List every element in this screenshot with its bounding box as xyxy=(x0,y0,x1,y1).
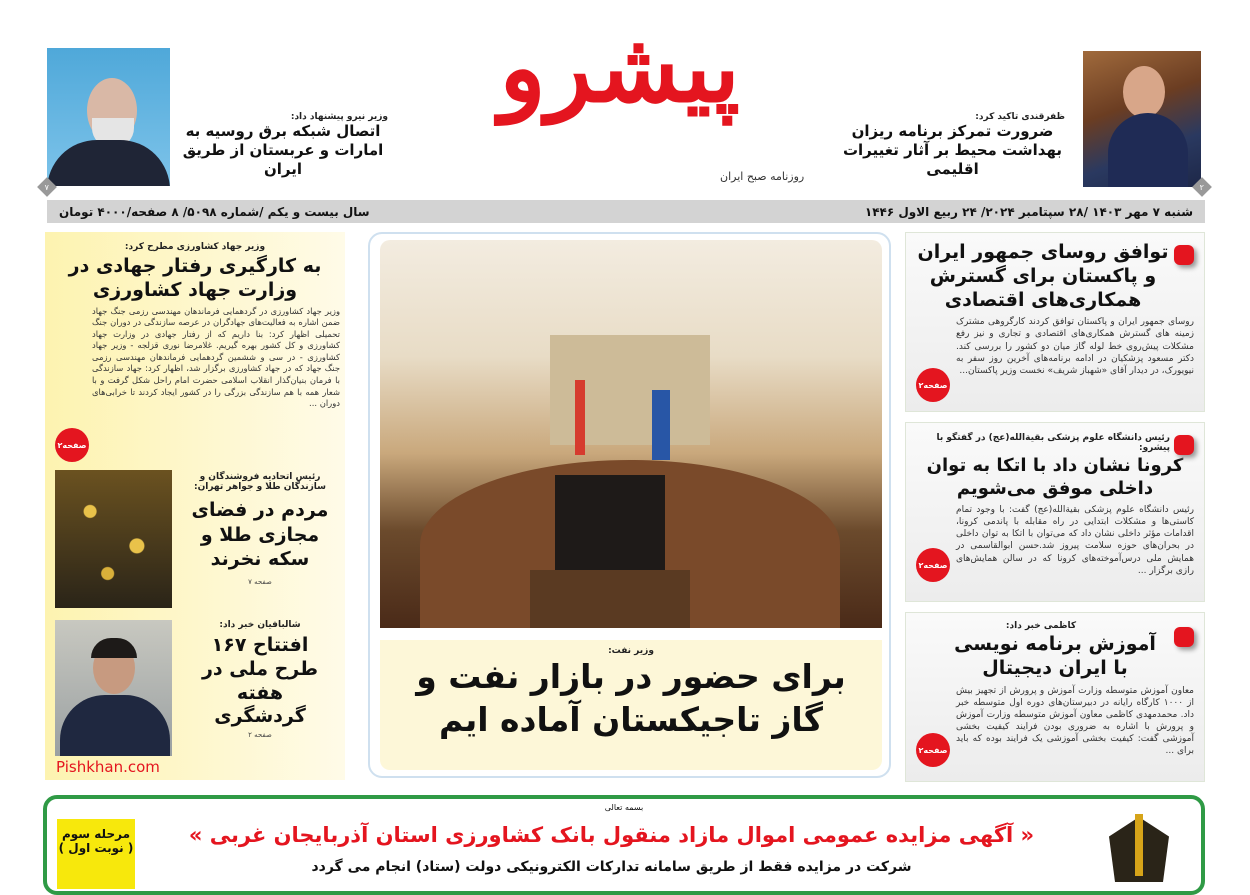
page-badge[interactable]: صفحه۲ xyxy=(916,368,950,402)
top-left-kicker: وزیر نیرو پیشنهاد داد: xyxy=(290,112,388,122)
top-right-headline: ضرورت تمرکز برنامه ریزان بهداشت محیط بر آثار تغییرات اقلیمی xyxy=(842,122,1063,178)
logo-text: پیشرو xyxy=(499,11,740,124)
ad-stage: مرحله سوم xyxy=(61,827,130,841)
official-photo xyxy=(55,620,172,756)
top-left-story[interactable] xyxy=(178,112,388,178)
logo-tagline: روزنامه صبح ایران xyxy=(720,170,805,183)
top-left-photo xyxy=(47,48,170,186)
story-kicker: رئیس دانشگاه علوم پزشکی بقیةالله(عج) در گفتگو با پیشرو: xyxy=(936,433,1170,453)
ad-title: « آگهی مزایده عمومی اموال مازاد منقول بانک کشاورزی استان آذربایجان غربی » xyxy=(188,823,1035,847)
top-right-photo xyxy=(1083,51,1201,187)
top-right-story[interactable] xyxy=(830,112,1075,178)
story-kicker: وزیر جهاد کشاورزی مطرح کرد: xyxy=(124,242,266,252)
top-left-headline: اتصال شبکه برق روسیه به امارات و عربستان از طریق ایران xyxy=(182,122,384,178)
top-right-page-marker: ۲ xyxy=(1192,177,1212,197)
right-story-3[interactable] xyxy=(905,612,1205,782)
watermark: Pishkhan.com xyxy=(56,758,160,776)
bank-logo xyxy=(1091,809,1187,889)
story-body: معاون آموزش متوسطه وزارت آموزش و پرورش از تجهیز بیش از ۱۰۰۰ کارگاه رایانه در دبیرستان‌های دوره اول متوسطه خبر داد. محمدمهدی کاظمی معاون آموزش متوسطه وزارت آموزش و پرورش با اشاره به ضروری بودن فرایند کیفیت بخشی آموزشی گفت: کیفیت بخشی آموزشی یک فرایند بوده که باید برای ... xyxy=(956,685,1194,757)
story-headline: افتتاح ۱۶۷ طرح ملی در هفته گردشگری xyxy=(201,634,319,728)
page-ref[interactable]: صفحه ۷ xyxy=(248,578,272,587)
masthead-logo xyxy=(499,10,805,190)
page-ref[interactable]: صفحه ۲ xyxy=(248,731,272,739)
story-headline: مردم در فضای مجازی طلا و سکه نخرند xyxy=(191,499,329,571)
story-headline: به کارگیری رفتار جهادی در وزارت جهاد کشاورزی xyxy=(68,255,322,301)
center-kicker: وزیر نفت: xyxy=(608,646,654,656)
story-body: وزیر جهاد کشاورزی در گردهمایی فرماندهان مهندسی رزمی جنگ جهاد ضمن اشاره به فعالیت‌های جهادگران در عرصه سازندگی در دوران جنگ تحمیلی اظهار کرد: بنا داریم که از رفتار جهادی در وزارت جهاد کشاورزی و کل کشور بهره گیریم. غلامرضا نوری قزلجه - وزیر جهاد کشاورزی - در سی و ششمین گردهمایی فرماندهان مهندسی رزمی جنگ جهاد که در جهاد کشاورزی برگزار شد، اظهار کرد: جهاد سازندگی با فرمان بنیان‌گذار انقلاب اسلامی حضرت امام راحل شکل گرفت و با شعار همه با هم سازندگی بزرگی را در کشور ایجاد کردند تا خرابی‌های دوران ... xyxy=(92,305,340,409)
top-right-kicker: ظفرقندی تاکید کرد: xyxy=(975,112,1065,122)
left-main-story[interactable] xyxy=(50,242,340,410)
right-story-2[interactable] xyxy=(905,422,1205,602)
ad-basmala: بسمه تعالی xyxy=(604,803,644,812)
tourism-story[interactable] xyxy=(180,620,340,739)
story-body: رئیس دانشگاه علوم پزشکی بقیةالله(عج) گفت: با وجود تمام کاستی‌ها و مشکلات ابتدایی در راه مقابله با پاندمی کرونا، اقدامات مؤثر داخلی نشان داد که می‌توان با اتکا به توان داخلی در بحران‌های حوزه سلامت پیروز شد.حسن ابوالقاسمی در همایش ملی درس‌آموخته‌های کرونا که در سالن همایش‌های رازی برگزار ... xyxy=(956,505,1194,576)
date-bar xyxy=(47,200,1205,223)
story-headline: کرونا نشان داد با اتکا به توان داخلی موفق می‌شویم xyxy=(926,455,1184,499)
bullet-icon xyxy=(1174,435,1194,455)
story-body: روسای جمهور ایران و پاکستان توافق کردند کارگروهی مشترک زمینه های گسترش همکاری‌های اقتصادی و تجاری و نیز رفع مشکلات پیش‌روی خط لوله گاز میان دو کشور را بررسی کند. دکتر مسعود پزشکیان در ادامه برنامه‌های آخرین روز سفر به نیویورک، در دیدار آقای «شهباز شریف» نخست وزیر پاکستان... xyxy=(956,317,1194,376)
page-badge[interactable]: صفحه۲ xyxy=(55,428,89,462)
bullet-icon xyxy=(1174,245,1194,265)
story-headline: آموزش برنامه نویسی با ایران دیجیتال xyxy=(954,633,1156,679)
story-kicker: کاظمی خبر داد: xyxy=(1005,621,1077,631)
page-badge[interactable]: صفحه۲ xyxy=(916,548,950,582)
story-headline: توافق روسای جمهور ایران و پاکستان برای گسترش همکاری‌های اقتصادی xyxy=(917,241,1169,311)
bullet-icon xyxy=(1174,627,1194,647)
gold-jewelry-photo xyxy=(55,470,172,608)
auction-ad[interactable] xyxy=(43,795,1205,895)
right-story-1[interactable] xyxy=(905,232,1205,412)
center-headline: برای حضور در بازار نفت و گاز تاجیکستان آماده ایم xyxy=(416,657,846,739)
page-badge[interactable]: صفحه۲ xyxy=(916,733,950,767)
issue-text: سال بیست و یکم /شماره ۵۰۹۸/ ۸ صفحه/۴۰۰۰ تومان xyxy=(59,204,370,219)
center-photo-meeting xyxy=(380,240,882,628)
center-story[interactable] xyxy=(380,640,882,770)
date-text: شنبه ۷ مهر ۱۴۰۳ /۲۸ سپتامبر ۲۰۲۴/ ۲۴ ربیع الاول ۱۴۴۶ xyxy=(864,204,1193,219)
ad-subtitle: شرکت در مزایده فقط از طریق سامانه تدارکات الکترونیکی دولت (ستاد) انجام می گردد xyxy=(311,859,912,875)
ad-stage-box xyxy=(57,819,135,889)
story-kicker: رئیس اتحادیه فروشندگان و سازندگان طلا و جواهر تهران: xyxy=(193,472,327,492)
gold-story[interactable] xyxy=(180,472,340,586)
story-kicker: شالبافیان خبر داد: xyxy=(219,620,301,630)
top-left-page-marker: ۷ xyxy=(37,177,57,197)
ad-round: ( نوبت اول ) xyxy=(58,841,134,855)
